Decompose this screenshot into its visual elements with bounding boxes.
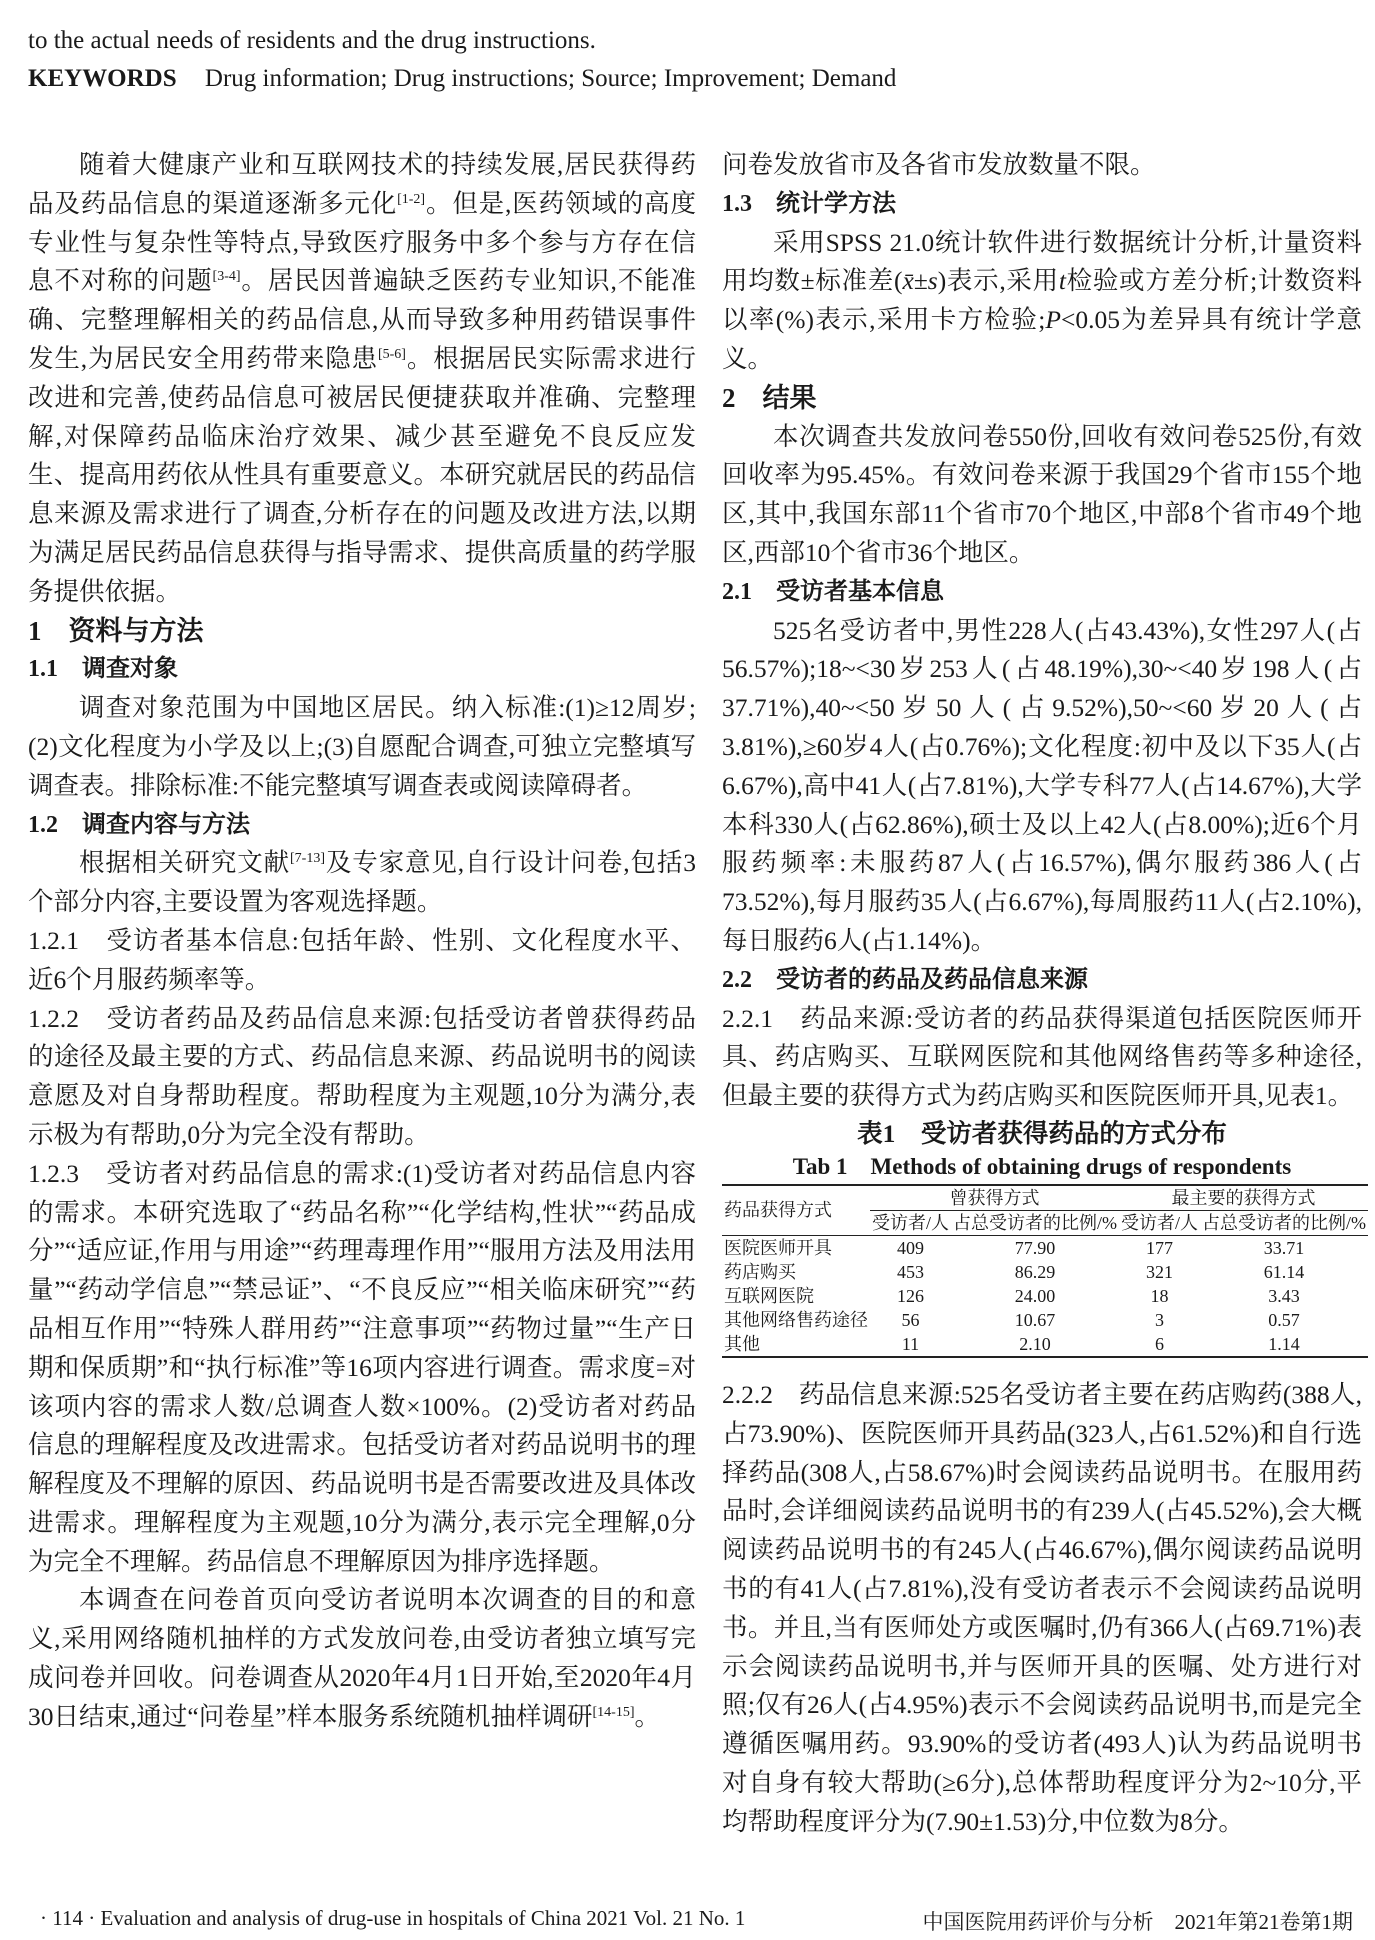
paragraph	[28, 922, 696, 1000]
italic-symbol: x̄±s	[902, 266, 938, 296]
column-group-header: 最主要的获得方式	[1119, 1185, 1368, 1211]
paragraph	[28, 689, 696, 805]
table-cell: 互联网医院	[724, 1285, 814, 1306]
paragraph	[722, 612, 1362, 961]
table-cell: 2.10	[951, 1332, 1119, 1357]
text-run: 2.2.1 药品来源:受访者的药品获得渠道包括医院医师开具、药店购买、互联网医院和其他网络售药等多种途径,但最主要的获得方式为药店购买和医院医师开具,见表1。	[722, 1003, 1362, 1111]
table-cell: 77.90	[951, 1235, 1119, 1260]
paragraph	[28, 1155, 696, 1582]
table-cell: 33.71	[1200, 1235, 1368, 1260]
paragraph	[28, 1581, 696, 1736]
table-cell: 6	[1119, 1332, 1200, 1357]
table-cell: 其他	[722, 1332, 870, 1357]
citation-ref: [14-15]	[592, 1704, 635, 1720]
table-cell: 医院医师开具	[722, 1235, 870, 1260]
section-heading: 1 资料与方法	[28, 615, 204, 646]
text-run: 。	[634, 1701, 661, 1731]
subsection-heading: 2.2 受访者的药品及药品信息来源	[722, 966, 1088, 993]
text-run: 根据相关研究文献	[79, 848, 290, 878]
footer-journal-en: · 114 · Evaluation and analysis of drug-use in hospitals of China 2021 Vol. 21 No. 1	[40, 1906, 746, 1930]
table-cell: 56	[901, 1309, 920, 1330]
text-run: )表示,采用	[937, 266, 1059, 296]
subsection-heading: 1.2 调查内容与方法	[28, 811, 250, 838]
table-cell: 0.57	[1268, 1309, 1300, 1330]
keywords-label: KEYWORDS	[28, 65, 177, 92]
table-cell: 177	[1119, 1235, 1200, 1260]
paragraph	[722, 1000, 1362, 1116]
table-header-row	[722, 1185, 1368, 1211]
text-run: 1.2.2 受访者药品及药品信息来源:包括受访者曾获得药品的途径及最主要的方式、药品信息来源、药品说明书的阅读意愿及对自身帮助程度。帮助程度为主观题,10分为满分,表示极为有帮助,0分为完全没有帮助。	[28, 1003, 696, 1149]
table-row	[722, 1332, 1368, 1357]
section-heading: 2 结果	[722, 382, 817, 413]
text-run: 本次调查共发放问卷550份,回收有效问卷525份,有效回收率为95.45%。有效问卷来源于我国29个省市155个地区,其中,我国东部11个省市70个地区,中部8个省市49个地区,西部10个省市36个地区。	[722, 421, 1362, 567]
table-row	[722, 1308, 1368, 1332]
keywords-text: Drug information; Drug instructions; Source; Improvement; Demand	[204, 65, 897, 92]
text-run: 1.2.3 受访者对药品信息的需求:(1)受访者对药品信息内容的需求。本研究选取了“药品名称”“化学结构,性状”“药品成分”“适应证,作用与用途”“药理毒理作用”“服用方法及用法用量”“药动学信息”“禁忌证”、“不良反应”“相关临床研究”“药品相互作用”“特殊人群用药”“注意事项”“药物过量”“生产日期和保质期”和“执行标准”等16项内容进行调查。需求度=对该项内容的需求人数/总调查人数×100%。(2)受访者对药品信息的理解程度及改进需求。包括受访者对药品说明书的理解程度及不理解的原因、药品说明书是否需要改进及具体改进需求。理解程度为主观题,10分为满分,表示完全理解,0分为完全不理解。药品信息不理解原因为排序选择题。	[28, 1158, 696, 1576]
citation-ref: [3-4]	[212, 269, 241, 285]
text-run: 随着大健康产业和互联网技术的持续发展,居民获得药品及药品信息的渠道逐渐多元化	[28, 150, 696, 218]
column-header: 受访者/人	[1121, 1212, 1199, 1233]
table-cell: 321	[1146, 1261, 1174, 1282]
text-run: 。根据居民实际需求进行改进和完善,使药品信息可被居民便捷获取并准确、完整理解,对保障药品临床治疗效果、减少甚至避免不良反应发生、提高用药依从性具有重要意义。本研究就居民的药品信息来源及需求进行了调查,分析存在的问题及改进方法,以期为满足居民药品信息获得与指导需求、提供高质量的药学服务提供依据。	[28, 343, 696, 606]
column-header: 占总受访者的比例/%	[1202, 1212, 1367, 1233]
table-row	[722, 1235, 1368, 1260]
table-cell: 3	[1155, 1309, 1165, 1330]
text-run: 调查对象范围为中国地区居民。纳入标准:(1)≥12周岁;(2)文化程度为小学及以上;(3)自愿配合调查,可独立完整填写调查表。排除标准:不能完整填写调查表或阅读障碍者。	[28, 693, 696, 800]
text-run: 。居民因普遍缺乏医药专业知识,不能准确、完整理解相关的药品信息,从而导致多种用药错误事件发生,为居民安全用药带来隐患	[28, 266, 696, 373]
text-run: 。但是,医药领域的高度专业性与复杂性等特点,导致医疗服务中多个参与方存在信息不对称的问题	[28, 188, 696, 296]
italic-symbol: t	[1058, 266, 1066, 296]
column-group-header: 曾获得方式	[870, 1185, 1119, 1211]
table-cell: 18	[1150, 1285, 1169, 1306]
citation-ref: [1-2]	[397, 191, 426, 207]
abstract-tail: to the actual needs of residents and the drug instructions.	[28, 27, 596, 54]
column-header: 受访者/人	[872, 1212, 950, 1233]
table-cell: 61.14	[1263, 1261, 1305, 1282]
text-run: 2.2.2 药品信息来源:525名受访者主要在药店购药(388人,占73.90%)、医院医师开具药品(323人,占61.52%)和自行选择药品(308人,占58.67%)时会阅读药品说明书。在服用药品时,会详细阅读药品说明书的有239人(占45.52%),会大概阅读药品说明书的有245人(占46.67%),偶尔阅读药品说明书的有41人(占7.81%),没有受访者表示不会阅读药品说明书。并且,当有医师处方或医嘱时,仍有366人(占69.71%)表示会阅读药品说明书,并与医师开具的医嘱、处方进行对照;仅有26人(占4.95%)表示不会阅读药品说明书,而是完全遵循医嘱用药。93.90%的受访者(493人)认为药品说明书对自身有较大帮助(≥6分),总体帮助程度评分为2~10分,平均帮助程度评分为(7.90±1.53)分,中位数为8分。	[722, 1379, 1362, 1836]
right-column	[722, 146, 1367, 1841]
column-header: 药品获得方式	[722, 1185, 870, 1236]
table-cell: 药店购买	[724, 1261, 796, 1282]
citation-ref: [5-6]	[377, 346, 406, 362]
paragraph	[28, 844, 696, 922]
table-caption-en: Tab 1 Methods of obtaining drugs of respondents	[792, 1153, 1292, 1179]
left-column	[28, 146, 696, 1737]
data-table	[722, 1184, 1368, 1358]
text-run: 525名受访者中,男性228人(占43.43%),女性297人(占56.57%);18~<30岁253人(占48.19%),30~<40岁198人(占37.71%),40~<50岁50人(占9.52%),50~<60岁20人(占3.81%),≥60岁4人(占0.76%);文化程度:初中及以下35人(占6.67%),高中41人(占7.81%),大学专科77人(占14.67%),大学本科330人(占62.86%),硕士及以上42人(占8.00%);近6个月服药频率:未服药87人(占16.57%),偶尔服药386人(占73.52%),每月服药35人(占6.67%),每周服药11人(占2.10%),每日服药6人(占1.14%)。	[722, 615, 1362, 955]
table-cell: 453	[897, 1261, 924, 1282]
table-row	[722, 1284, 1368, 1308]
subsection-heading: 2.1 受访者基本信息	[722, 578, 944, 605]
table-cell: 86.29	[1014, 1261, 1056, 1282]
paragraph	[28, 1000, 696, 1155]
table-cell: 3.43	[1268, 1285, 1300, 1306]
italic-symbol: P	[1045, 305, 1061, 335]
paragraph	[28, 146, 696, 612]
paragraph	[722, 146, 1362, 185]
table-cell: 11	[870, 1332, 951, 1357]
subsection-heading: 1.1 调查对象	[28, 656, 178, 683]
paragraph	[722, 418, 1362, 573]
text-run: 检验或方差分析;计数资料以率(%)表示,采用卡方检验;	[722, 266, 1362, 335]
table-cell: 1.14	[1200, 1332, 1368, 1357]
paragraph	[722, 224, 1362, 379]
table-cell: 其他网络售药途径	[724, 1309, 868, 1330]
text-run: <0.05为差异具有统计学意义。	[722, 305, 1362, 373]
subsection-heading: 1.3 统计学方法	[722, 190, 896, 217]
text-run: 采用SPSS 21.0统计软件进行数据统计分析,计量资料用均数±标准差(	[722, 227, 1362, 296]
keywords-line	[28, 60, 1358, 98]
table-cell: 10.67	[1014, 1309, 1056, 1330]
table-row	[722, 1260, 1368, 1284]
text-run: 本调查在问卷首页向受访者说明本次调查的目的和意义,采用网络随机抽样的方式发放问卷,由受访者独立填写完成问卷并回收。问卷调查从2020年4月1日开始,至2020年4月30日结束,通过“问卷星”样本服务系统随机抽样调研	[28, 1585, 696, 1731]
table-cell: 24.00	[1014, 1285, 1056, 1306]
column-header: 占总受访者的比例/%	[953, 1212, 1118, 1233]
citation-ref: [7-13]	[290, 851, 325, 867]
text-run: 及专家意见,自行设计问卷,包括3个部分内容,主要设置为客观选择题。	[28, 848, 696, 917]
paragraph	[722, 1376, 1362, 1842]
table-cell: 409	[870, 1235, 951, 1260]
page-header	[28, 22, 1358, 98]
table-caption-cn: 表1 受访者获得药品的方式分布	[857, 1118, 1227, 1148]
text-run: 问卷发放省市及各省市发放数量不限。	[722, 150, 1156, 179]
text-run: 1.2.1 受访者基本信息:包括年龄、性别、文化程度水平、近6个月服药频率等。	[28, 925, 696, 994]
table-cell: 126	[897, 1285, 924, 1306]
footer-journal-cn: 中国医院用药评价与分析 2021年第21卷第1期	[922, 1910, 1353, 1934]
